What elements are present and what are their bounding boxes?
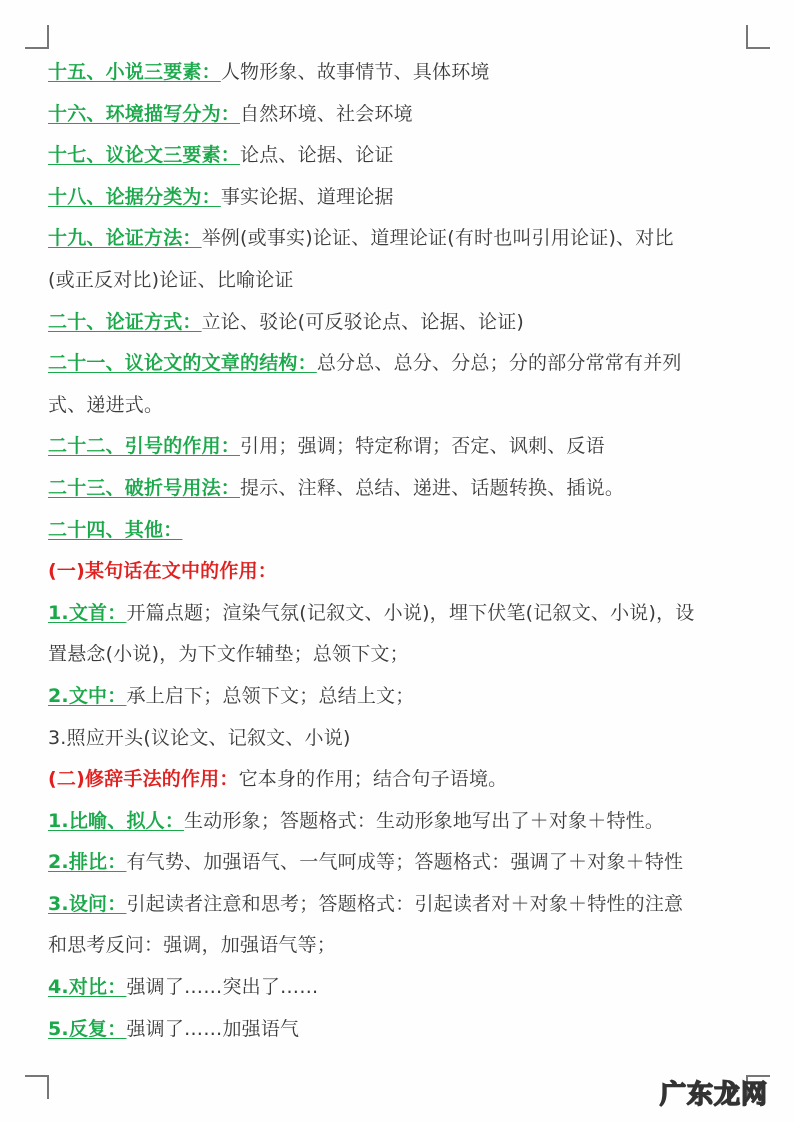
site-watermark: 广东龙网 <box>660 1080 769 1110</box>
line-text: 开篇点题；渲染气氛(记叙文、小说)，埋下伏笔(记叙文、小说)，设 <box>126 601 695 624</box>
line-heading: 十六、环境描写分为： <box>48 102 241 125</box>
doc-item-duibi <box>48 967 753 1009</box>
line-text: 式、递进式。 <box>48 393 164 416</box>
crop-mark-bottom-left <box>25 1075 49 1099</box>
line-heading: 二十一、议论文的文章的结构： <box>48 352 317 375</box>
line-text: 自然环境、社会环境 <box>240 102 413 125</box>
doc-item-biyu <box>48 801 753 843</box>
line-text: 强调了……突出了…… <box>126 976 319 999</box>
line-text: 引起读者注意和思考；答题格式：引起读者对＋对象＋特性的注意 <box>126 892 684 915</box>
line-heading: 十七、议论文三要素： <box>48 144 241 167</box>
doc-item-shewen-cont <box>48 925 753 967</box>
line-heading: 2.文中： <box>48 684 127 707</box>
line-text: 引用；强调；特定称谓；否定、讽刺、反语 <box>240 435 605 458</box>
document-body <box>48 52 753 1050</box>
line-text: 强调了……加强语气 <box>126 1017 300 1040</box>
doc-subsection-2 <box>48 759 753 801</box>
line-heading: 1.文首： <box>48 601 127 624</box>
line-heading: 二十、论证方式： <box>48 310 202 333</box>
doc-item-zhaoying <box>48 718 753 760</box>
doc-line-20 <box>48 302 753 344</box>
doc-line-17 <box>48 135 753 177</box>
doc-item-wenzhong <box>48 676 753 718</box>
subsection-heading: (一)某句话在文中的作用： <box>48 560 277 583</box>
doc-item-shewen <box>48 884 753 926</box>
line-text: 举例(或事实)论证、道理论证(有时也叫引用论证)、对比 <box>201 227 674 250</box>
line-text: 事实论据、道理论据 <box>220 185 394 208</box>
line-heading: 4.对比： <box>48 976 127 999</box>
doc-line-22 <box>48 426 753 468</box>
line-text: 总分总、总分、分总；分的部分常常有并列 <box>316 352 682 375</box>
line-heading: 2.排比： <box>48 851 127 874</box>
line-text: 3.照应开头(议论文、记叙文、小说) <box>48 726 351 749</box>
line-text: 承上启下；总领下文；总结上文； <box>126 684 415 707</box>
crop-mark-top-left <box>25 25 49 49</box>
subsection-heading: (二)修辞手法的作用： <box>48 768 239 791</box>
doc-line-16 <box>48 94 753 136</box>
line-text: 置悬念(小说)，为下文作辅垫；总领下文； <box>48 643 409 666</box>
line-text: 提示、注释、总结、递进、话题转换、插说。 <box>240 476 625 499</box>
line-text: 有气势、加强语气、一气呵成等；答题格式：强调了＋对象＋特性 <box>126 851 684 874</box>
line-heading: 十九、论证方法： <box>48 227 202 250</box>
line-text: 它本身的作用；结合句子语境。 <box>238 768 508 791</box>
line-text: 立论、驳论(可反驳论点、论据、论证) <box>201 310 525 333</box>
line-heading: 二十三、破折号用法： <box>48 476 241 499</box>
doc-item-wenshou-cont <box>48 634 753 676</box>
line-text: 和思考反问：强调，加强语气等； <box>48 934 337 957</box>
line-heading: 十五、小说三要素： <box>48 61 221 83</box>
line-text: 人物形象、故事情节、具体环境 <box>220 61 490 83</box>
doc-line-21-cont <box>48 385 753 427</box>
doc-item-wenshou <box>48 593 753 635</box>
line-heading: 十八、论据分类为： <box>48 185 221 208</box>
doc-line-18 <box>48 177 753 219</box>
line-heading: 3.设问： <box>48 892 127 915</box>
line-text: 论点、论据、论证 <box>240 144 394 167</box>
line-heading: 二十二、引号的作用： <box>48 435 241 458</box>
doc-line-21 <box>48 343 753 385</box>
doc-line-19-cont <box>48 260 753 302</box>
doc-line-23 <box>48 468 753 510</box>
doc-line-19 <box>48 218 753 260</box>
crop-mark-top-right <box>746 25 770 49</box>
line-heading: 1.比喻、拟人： <box>48 809 185 832</box>
line-text: 生动形象；答题格式：生动形象地写出了＋对象＋特性。 <box>184 809 665 832</box>
line-text: (或正反对比)论证、比喻论证 <box>48 268 294 291</box>
doc-line-24 <box>48 510 753 552</box>
doc-item-paibi <box>48 842 753 884</box>
doc-item-fanfu <box>48 1009 753 1051</box>
line-heading: 5.反复： <box>48 1017 127 1040</box>
doc-subsection-1 <box>48 551 753 593</box>
doc-line-15 <box>48 52 753 94</box>
line-heading: 二十四、其他： <box>48 518 183 541</box>
